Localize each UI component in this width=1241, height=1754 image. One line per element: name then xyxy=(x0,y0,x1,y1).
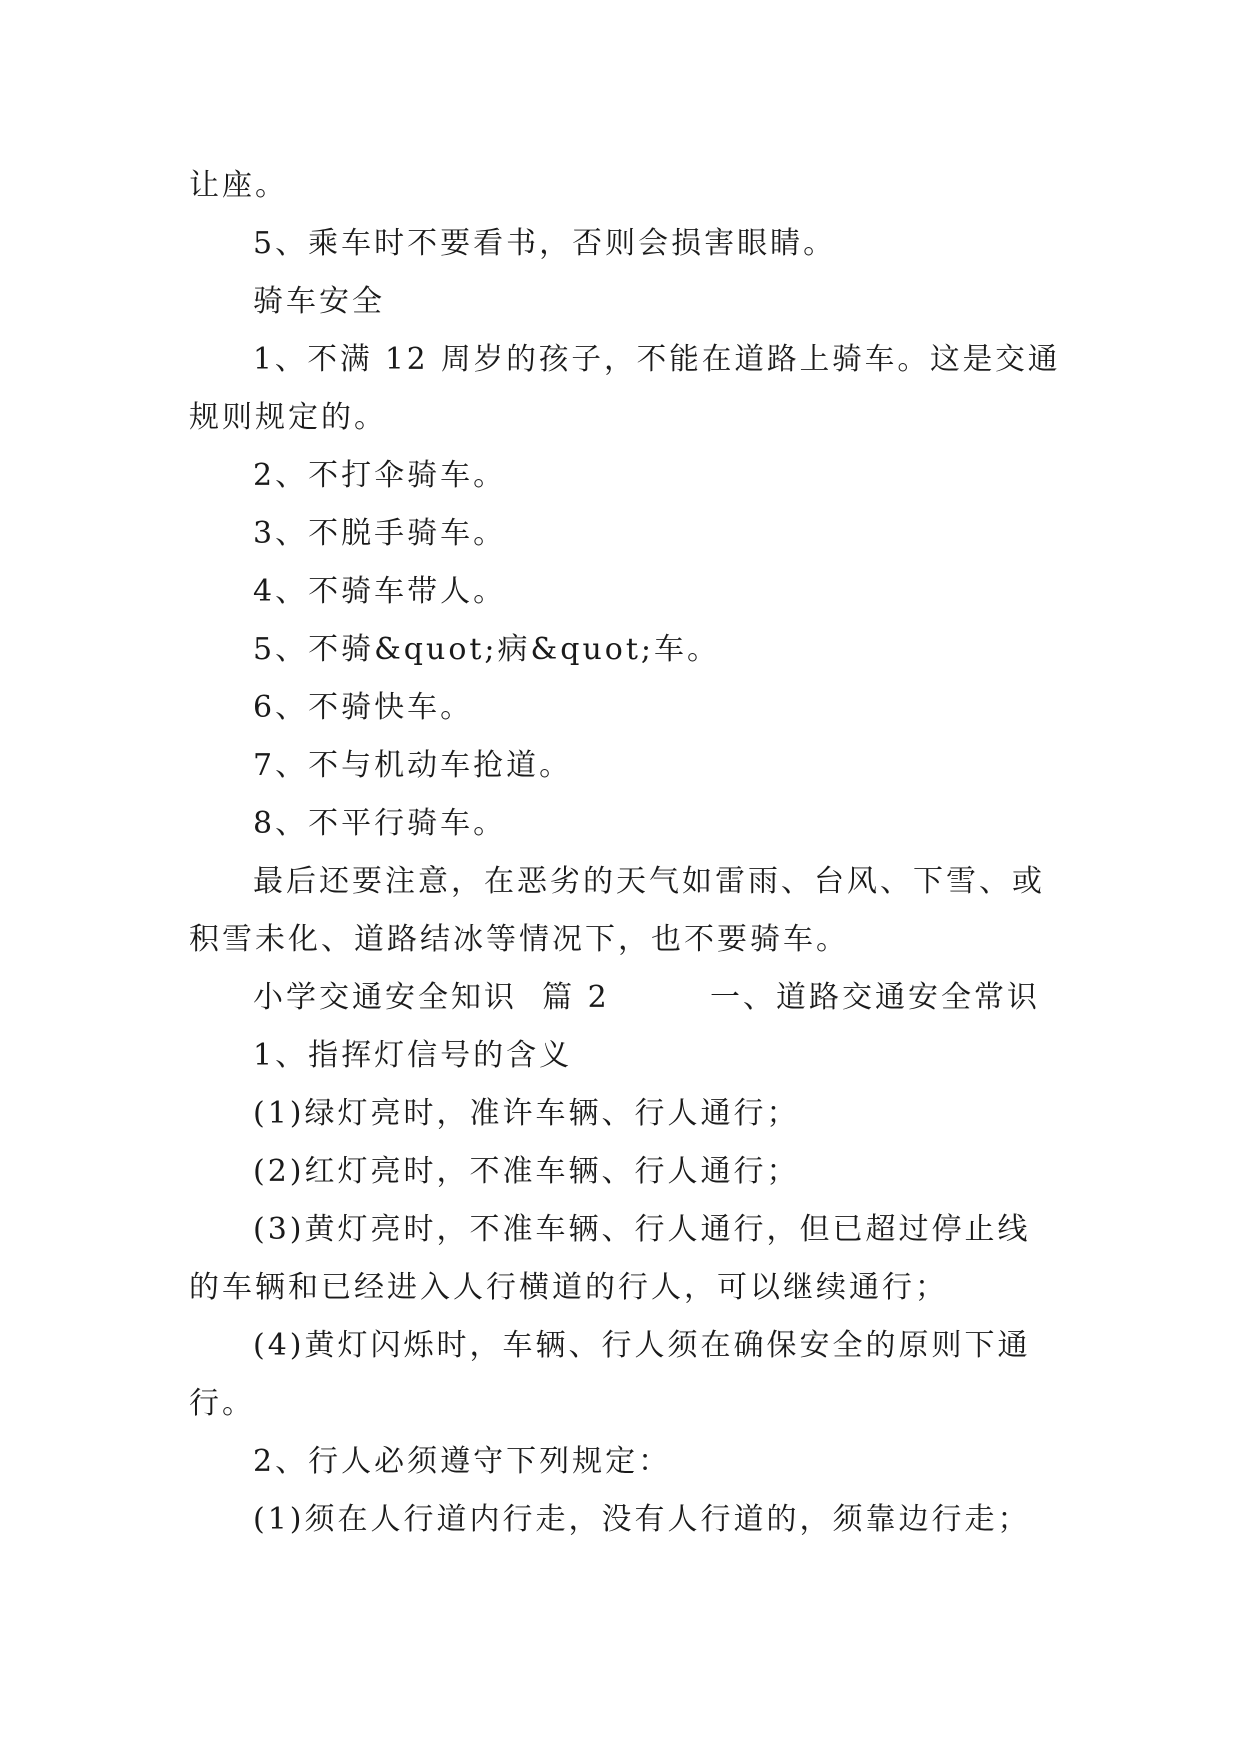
text-line: 2、不打伞骑车。 xyxy=(253,458,507,493)
section-heading: 骑车安全 xyxy=(253,284,385,319)
text-line: 1、指挥灯信号的含义 xyxy=(253,1038,573,1073)
text-line: (2)红灯亮时，不准车辆、行人通行； xyxy=(253,1154,800,1189)
text-line: 3、不脱手骑车。 xyxy=(253,516,507,551)
text-line: 7、不与机动车抢道。 xyxy=(253,748,573,783)
section-heading: 小学交通安全知识 篇 2 一、道路交通安全常识 xyxy=(253,980,1040,1015)
text-line: 6、不骑快车。 xyxy=(253,690,474,725)
text-line: 5、乘车时不要看书，否则会损害眼睛。 xyxy=(253,226,837,261)
text-line: 积雪未化、道路结冰等情况下，也不要骑车。 xyxy=(189,922,849,957)
text-line: 1、不满 12 周岁的孩子，不能在道路上骑车。这是交通 xyxy=(253,342,1061,377)
text-line: 让座。 xyxy=(189,168,288,203)
text-line: (1)绿灯亮时，准许车辆、行人通行； xyxy=(253,1096,800,1131)
text-line: (3)黄灯亮时，不准车辆、行人通行，但已超过停止线 xyxy=(253,1212,1031,1247)
text-line: 规则规定的。 xyxy=(189,400,387,435)
text-line: 最后还要注意，在恶劣的天气如雷雨、台风、下雪、或 xyxy=(253,864,1045,899)
text-line: 行。 xyxy=(189,1386,255,1421)
text-line: 4、不骑车带人。 xyxy=(253,574,507,609)
text-line: 2、行人必须遵守下列规定： xyxy=(253,1444,672,1479)
text-line: 5、不骑&quot;病&quot;车。 xyxy=(253,632,720,667)
text-line: 8、不平行骑车。 xyxy=(253,806,507,841)
text-line: 的车辆和已经进入人行横道的行人，可以继续通行； xyxy=(189,1270,948,1305)
text-line: (4)黄灯闪烁时，车辆、行人须在确保安全的原则下通 xyxy=(253,1328,1031,1363)
text-line: (1)须在人行道内行走，没有人行道的，须靠边行走； xyxy=(253,1502,1031,1537)
